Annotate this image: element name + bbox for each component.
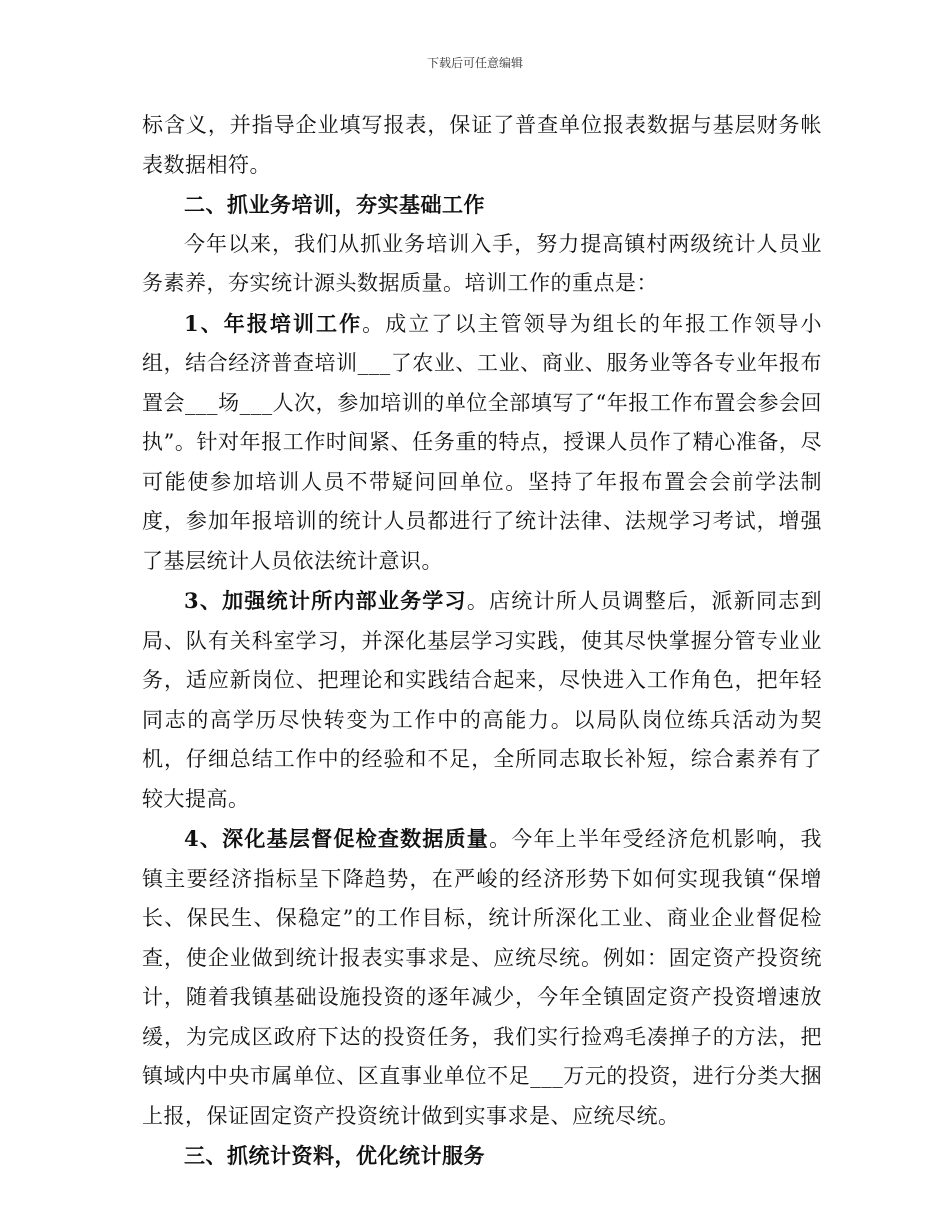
paragraph-item-4 (142, 819, 822, 1136)
document-body (142, 106, 822, 1176)
item-3-lead: 3、加强统计所内部业务学习 (184, 588, 467, 613)
paragraph-training-intro: 今年以来，我们从抓业务培训入手，努力提高镇村两级统计人员业务素养，夯实统计源头数据质量。培训工作的重点是： (142, 231, 822, 295)
page-header: 下载后可任意编辑 (426, 56, 523, 70)
item-4-text: 。今年上半年受经济危机影响，我镇主要经济指标呈下降趋势，在严峻的经济形势下如何实现我镇“保增长、保民生、保稳定”的工作目标，统计所深化工业、商业企业督促检查，使企业做到统计报表实事求是、应统尽统。例如：固定资产投资统计，随着我镇基础设施投资的逐年减少，今年全镇固定资产投资增速放缓，为完成区政府下达的投资任务，我们实行捡鸡毛凑掸子的方法，把镇域内中央市属单位、区直事业单位不足___万元的投资，进行分类大捆上报，保证固定资产投资统计做到实事求是、应统尽统。 (142, 827, 822, 1128)
item-1-text: 。成立了以主管领导为组长的年报工作领导小组，结合经济普查培训___了农业、工业、商业、服务业等各专业年报布置会___场___人次，参加培训的单位全部填写了“年报工作布置会参会回执”。针对年报工作时间紧、任务重的特点，授课人员作了精心准备，尽可能使参加培训人员不带疑问回单位。坚持了年报布置会会前学法制度，参加年报培训的统计人员都进行了统计法律、法规学习考试，增强了基层统计人员依法统计意识。 (142, 311, 822, 573)
paragraph-continuation: 标含义，并指导企业填写报表，保证了普查单位报表数据与基层财务帐表数据相符。 (142, 113, 822, 177)
section-heading-2: 二、抓业务培训，夯实基础工作 (184, 192, 485, 217)
section-heading-3: 三、抓统计资料，优化统计服务 (184, 1143, 485, 1168)
item-3-text: 。店统计所人员调整后，派新同志到局、队有关科室学习，并深化基层学习实践，使其尽快掌握分管专业业务，适应新岗位、把理论和实践结合起来，尽快进入工作角色，把年轻同志的高学历尽快转变为工作中的高能力。以局队岗位练兵活动为契机，仔细总结工作中的经验和不足，全所同志取长补短，综合素养有了较大提高。 (142, 589, 822, 811)
item-1-lead: 1、年报培训工作 (184, 310, 363, 336)
paragraph-item-1 (142, 304, 822, 582)
item-4-lead: 4、深化基层督促检查数据质量 (184, 826, 490, 851)
paragraph-item-3 (142, 581, 822, 819)
